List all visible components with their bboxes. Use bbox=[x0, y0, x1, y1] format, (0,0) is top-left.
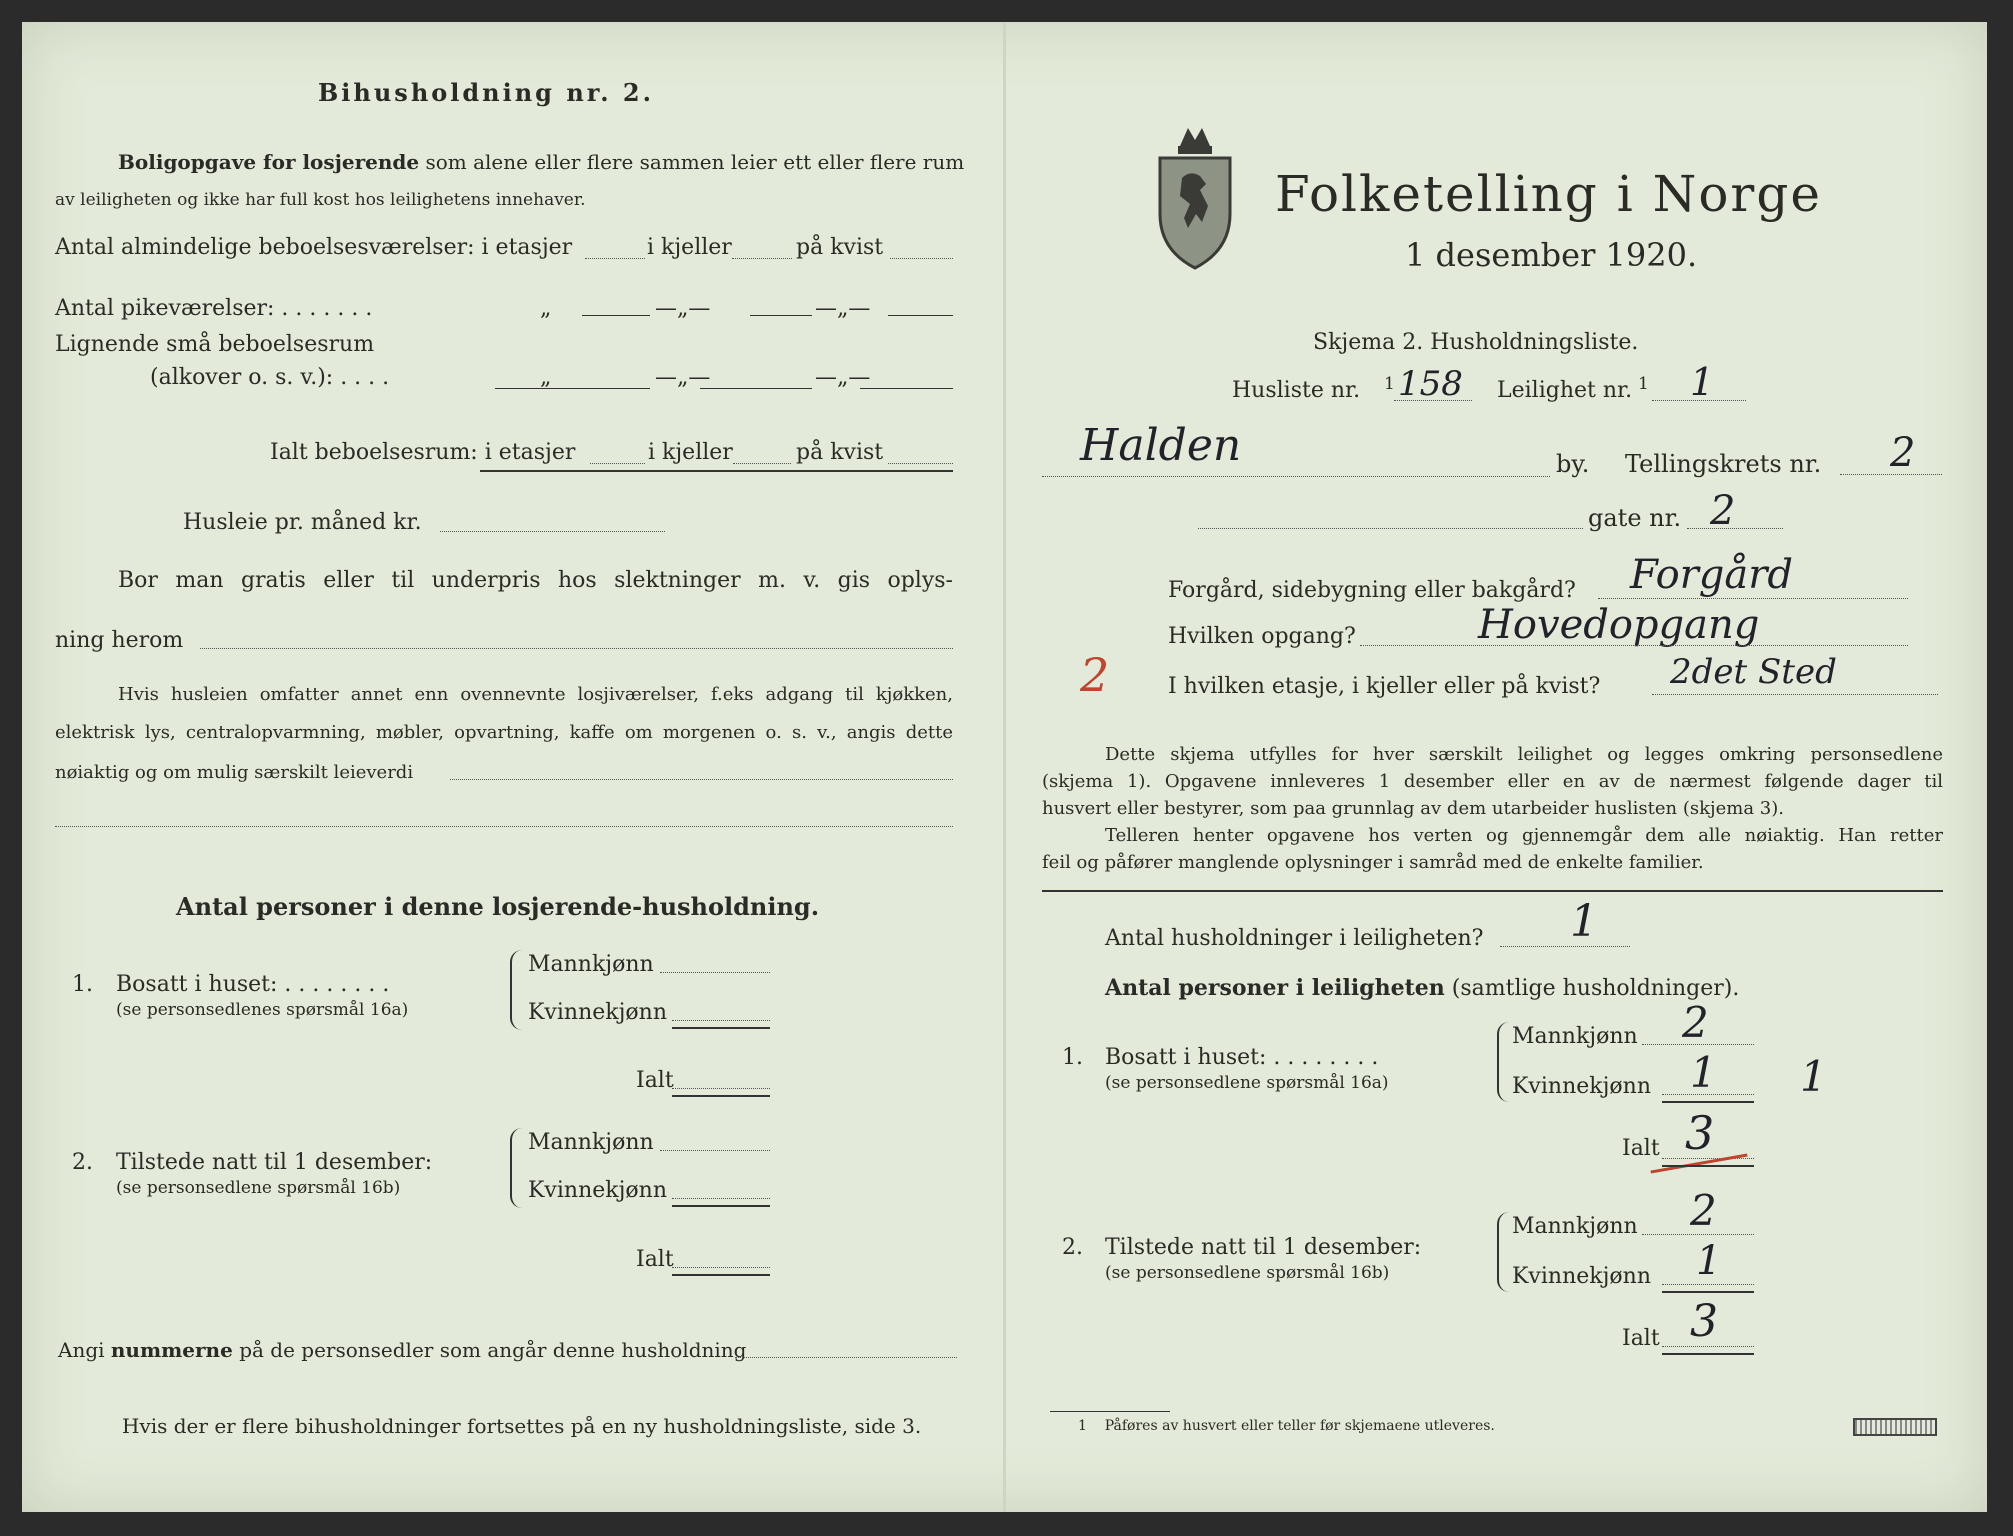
hvis-line-3: nøiaktig og om mulig særskilt leieverdi bbox=[55, 762, 414, 783]
pike-kjeller-field[interactable] bbox=[750, 315, 812, 316]
right-bosatt-kvinne-extra: 1 bbox=[1800, 1052, 1827, 1101]
right-bosatt-num: 1. bbox=[1062, 1045, 1083, 1070]
left-footer: Hvis der er flere bihusholdninger fortsettes på en ny husholdningsliste, side 3. bbox=[122, 1414, 922, 1438]
ialt-kjeller-label: i kjeller bbox=[648, 440, 733, 465]
right-tilstede-ialt-value[interactable]: 3 bbox=[1690, 1296, 1718, 1347]
right-bosatt-note: (se personsedlene spørsmål 16a) bbox=[1105, 1073, 1389, 1093]
right-tilstede-kvinne-value[interactable]: 1 bbox=[1696, 1238, 1722, 1284]
footnote-rule bbox=[1050, 1411, 1170, 1412]
small-rooms-line-2: (alkover o. s. v.): . . . . bbox=[150, 365, 390, 390]
instr-line-1: Dette skjema utfylles for hver særskilt leilighet og legges omkring personsedlene bbox=[1105, 744, 1943, 765]
right-tilstede-num: 2. bbox=[1062, 1235, 1083, 1260]
left-tilstede-mann-label: Mannkjønn bbox=[528, 1130, 654, 1155]
tellingskrets-label: Tellingskrets nr. bbox=[1625, 450, 1822, 478]
opgang-value[interactable]: Hovedopgang bbox=[1478, 602, 1760, 648]
intro-rest: som alene eller flere sammen leier ett eller flere rum bbox=[425, 150, 965, 174]
right-tilstede-kvinne-label: Kvinnekjønn bbox=[1512, 1264, 1651, 1289]
ialt-rooms-label: Ialt beboelsesrum: i etasjer bbox=[270, 440, 576, 465]
hvis-line-1: Hvis husleien omfatter annet enn ovennevnte losjiværelser, f.eks adgang til kjøkken, bbox=[118, 684, 953, 705]
husholdninger-label: Antal husholdninger i leiligheten? bbox=[1105, 926, 1484, 951]
left-bosatt-brace bbox=[510, 950, 522, 1030]
right-tilstede-brace bbox=[1497, 1212, 1509, 1292]
gate-label: gate nr. bbox=[1588, 504, 1682, 532]
left-bosatt-note: (se personsedlenes spørsmål 16a) bbox=[116, 1000, 409, 1020]
right-tilstede-ialt-field[interactable] bbox=[1662, 1346, 1754, 1347]
instr-line-3: husvert eller bestyrer, som paa grunnlag av dem utarbeider huslisten (skjema 3). bbox=[1042, 798, 1784, 819]
husliste-label: Husliste nr. bbox=[1232, 378, 1361, 403]
left-bosatt-label: Bosatt i huset: . . . . . . . . bbox=[116, 972, 390, 997]
left-bosatt-sum-rule bbox=[672, 1027, 770, 1029]
ialt-kvist-label: på kvist bbox=[796, 440, 884, 465]
intro-bold: Boligopgave for losjerende bbox=[118, 150, 420, 174]
rooms-etasjer-field[interactable] bbox=[585, 258, 645, 259]
right-tilstede-mann-value[interactable]: 2 bbox=[1690, 1186, 1717, 1235]
norway-coat-of-arms-icon bbox=[1150, 118, 1240, 270]
angi-bold: nummerne bbox=[110, 1338, 233, 1362]
husholdninger-field[interactable] bbox=[1500, 946, 1630, 947]
by-label: by. bbox=[1556, 450, 1590, 478]
right-bosatt-label: Bosatt i huset: . . . . . . . . bbox=[1105, 1045, 1379, 1070]
right-persons-heading-bold: Antal personer i leiligheten bbox=[1105, 975, 1445, 1001]
right-bosatt-ialt-field[interactable] bbox=[1662, 1158, 1754, 1159]
left-bosatt-num: 1. bbox=[72, 972, 93, 997]
left-tilstede-ialt-field[interactable] bbox=[672, 1267, 770, 1268]
left-tilstede-kvinne-field[interactable] bbox=[672, 1198, 770, 1199]
right-bosatt-mann-value[interactable]: 2 bbox=[1682, 998, 1709, 1047]
angi-rest: på de personsedler som angår denne husholdning bbox=[239, 1338, 747, 1362]
pike-label: Antal pikeværelser: . . . . . . . bbox=[55, 296, 373, 321]
left-tilstede-note: (se personsedlene spørsmål 16b) bbox=[116, 1178, 401, 1198]
leilighet-value[interactable]: 1 bbox=[1690, 360, 1715, 404]
pike-ditto-2: —„— bbox=[655, 296, 711, 321]
right-bosatt-kvinne-label: Kvinnekjønn bbox=[1512, 1074, 1651, 1099]
tellingskrets-value[interactable]: 2 bbox=[1890, 430, 1916, 476]
hvis-line-2: elektrisk lys, centralopvarmning, møbler, opvartning, kaffe om morgenen o. s. v., angis dette bbox=[55, 722, 953, 743]
rooms-kjeller-label: i kjeller bbox=[647, 235, 732, 260]
footnote-text: Påføres av husvert eller teller før skjemaene utleveres. bbox=[1104, 1418, 1495, 1434]
husliste-value[interactable]: 158 bbox=[1398, 364, 1463, 404]
left-tilstede-sum-rule bbox=[672, 1205, 770, 1207]
gate-field[interactable] bbox=[1687, 528, 1783, 529]
etasje-red-mark: 2 bbox=[1080, 648, 1110, 702]
leilighet-field[interactable] bbox=[1652, 400, 1746, 401]
angi-field[interactable] bbox=[735, 1357, 957, 1358]
small-ditto-1: „ bbox=[540, 365, 552, 390]
left-title: Bihusholdning nr. 2. bbox=[318, 78, 654, 107]
forgaard-field[interactable] bbox=[1598, 598, 1908, 599]
right-tilstede-kvinne-field[interactable] bbox=[1662, 1284, 1754, 1285]
right-bosatt-mann-label: Mannkjønn bbox=[1512, 1024, 1638, 1049]
right-bosatt-kvinne-field[interactable] bbox=[1662, 1094, 1754, 1095]
rooms-kvist-label: på kvist bbox=[796, 235, 884, 260]
small-kvist-field[interactable] bbox=[860, 388, 953, 389]
leieverdi-field[interactable] bbox=[450, 779, 953, 780]
right-tilstede-ialt-label: Ialt bbox=[1622, 1326, 1660, 1351]
gate-value[interactable]: 2 bbox=[1710, 488, 1736, 534]
right-bosatt-brace bbox=[1497, 1022, 1509, 1102]
husholdninger-value[interactable]: 1 bbox=[1570, 896, 1598, 947]
left-bosatt-mann-label: Mannkjønn bbox=[528, 952, 654, 977]
instr-line-5: feil og påfører manglende oplysninger i samråd med de enkelte familier. bbox=[1042, 852, 1704, 873]
left-tilstede-mann-field[interactable] bbox=[660, 1150, 770, 1151]
left-tilstede-kvinne-label: Kvinnekjønn bbox=[528, 1178, 667, 1203]
right-bosatt-ialt-rule bbox=[1662, 1165, 1754, 1167]
right-bosatt-kvinne-value[interactable]: 1 bbox=[1690, 1048, 1717, 1097]
city-field[interactable] bbox=[1042, 476, 1550, 477]
rooms-kvist-field[interactable] bbox=[890, 258, 953, 259]
husleie-label: Husleie pr. måned kr. bbox=[183, 510, 422, 535]
right-date: 1 desember 1920. bbox=[1405, 236, 1698, 274]
ialt-kjeller-field[interactable] bbox=[733, 463, 791, 464]
right-bosatt-ialt-label: Ialt bbox=[1622, 1136, 1660, 1161]
left-tilstede-ialt-label: Ialt bbox=[636, 1247, 674, 1272]
skjema-label: Skjema 2. Husholdningsliste. bbox=[1313, 330, 1639, 355]
etasje-field[interactable] bbox=[1652, 694, 1938, 695]
rooms-kjeller-field[interactable] bbox=[732, 258, 792, 259]
instr-line-2: (skjema 1). Opgavene innleveres 1 desember eller en av de nærmest følgende dager til bbox=[1042, 771, 1943, 792]
instr-rule bbox=[1042, 890, 1943, 892]
ialt-etasjer-field[interactable] bbox=[590, 463, 645, 464]
opgang-field[interactable] bbox=[1360, 645, 1908, 646]
leilighet-label: Leilighet nr. bbox=[1497, 378, 1633, 403]
footnote bbox=[1078, 1418, 1495, 1434]
left-tilstede-label: Tilstede natt til 1 desember: bbox=[116, 1150, 433, 1175]
ialt-kvist-field[interactable] bbox=[888, 463, 953, 464]
gratis-line-1: Bor man gratis eller til underpris hos slektninger m. v. gis oplys- bbox=[118, 568, 953, 593]
left-bosatt-ialt-field[interactable] bbox=[672, 1088, 770, 1089]
left-bosatt-ialt-label: Ialt bbox=[636, 1068, 674, 1093]
right-tilstede-mann-field[interactable] bbox=[1642, 1234, 1754, 1235]
instr-line-4: Telleren henter opgavene hos verten og gjennemgår dem alle nøiaktig. Han retter bbox=[1105, 825, 1943, 846]
page-fold bbox=[1003, 22, 1006, 1512]
husliste-footnote-mark: 1 bbox=[1384, 374, 1395, 394]
intro-line-2: av leiligheten og ikke har full kost hos leilighetens innehaver. bbox=[55, 190, 586, 210]
small-etasjer-field[interactable] bbox=[495, 388, 650, 389]
etasje-label: I hvilken etasje, i kjeller eller på kvist? bbox=[1168, 674, 1601, 699]
intro-line-1 bbox=[118, 150, 964, 174]
right-persons-heading-rest: (samtlige husholdninger). bbox=[1451, 976, 1740, 1001]
footnote-mark: 1 bbox=[1078, 1418, 1087, 1434]
small-ditto-3: —„— bbox=[815, 365, 871, 390]
small-kjeller-field[interactable] bbox=[700, 388, 812, 389]
pike-ditto-3: —„— bbox=[815, 296, 871, 321]
forgaard-label: Forgård, sidebygning eller bakgård? bbox=[1168, 578, 1576, 603]
husleie-field[interactable] bbox=[440, 531, 665, 532]
leieverdi-field-2[interactable] bbox=[55, 826, 953, 827]
forgaard-value[interactable]: Forgård bbox=[1630, 552, 1793, 598]
left-tilstede-brace bbox=[510, 1128, 522, 1208]
gratis-field[interactable] bbox=[200, 648, 953, 649]
pike-kvist-field[interactable] bbox=[888, 315, 953, 316]
small-rooms-line-1: Lignende små beboelsesrum bbox=[55, 332, 375, 357]
gratis-line-2: ning herom bbox=[55, 628, 184, 653]
right-tilstede-ialt-rule bbox=[1662, 1353, 1754, 1355]
city-value[interactable]: Halden bbox=[1080, 420, 1242, 471]
rooms-label: Antal almindelige beboelsesværelser: i etasjer bbox=[55, 235, 573, 260]
left-bosatt-ialt-rule bbox=[672, 1095, 770, 1097]
husliste-field[interactable] bbox=[1394, 400, 1472, 401]
right-tilstede-mann-label: Mannkjønn bbox=[1512, 1214, 1638, 1239]
right-persons-heading bbox=[1105, 975, 1739, 1001]
right-bosatt-ialt-value[interactable]: 3 bbox=[1685, 1106, 1715, 1160]
small-ditto-2: —„— bbox=[655, 365, 711, 390]
left-persons-heading: Antal personer i denne losjerende-husholdning. bbox=[176, 892, 820, 921]
right-tilstede-sum-rule bbox=[1662, 1291, 1754, 1293]
ialt-underline bbox=[480, 470, 953, 472]
right-title: Folketelling i Norge bbox=[1275, 165, 1822, 223]
right-bosatt-sum-rule bbox=[1662, 1101, 1754, 1103]
angi-line bbox=[58, 1338, 746, 1362]
right-bosatt-mann-field[interactable] bbox=[1642, 1044, 1754, 1045]
angi-pre: Angi bbox=[58, 1338, 105, 1362]
left-bosatt-kvinne-label: Kvinnekjønn bbox=[528, 1000, 667, 1025]
left-tilstede-ialt-rule bbox=[672, 1274, 770, 1276]
right-tilstede-label: Tilstede natt til 1 desember: bbox=[1105, 1235, 1422, 1260]
printer-mark-icon bbox=[1853, 1418, 1937, 1436]
gate-name-field[interactable] bbox=[1198, 528, 1583, 529]
opgang-label: Hvilken opgang? bbox=[1168, 624, 1356, 649]
left-bosatt-kvinne-field[interactable] bbox=[672, 1020, 770, 1021]
pike-etasjer-field[interactable] bbox=[582, 315, 650, 316]
left-bosatt-mann-field[interactable] bbox=[660, 972, 770, 973]
left-tilstede-num: 2. bbox=[72, 1150, 93, 1175]
etasje-value[interactable]: 2det Sted bbox=[1670, 652, 1837, 692]
leilighet-footnote-mark: 1 bbox=[1638, 374, 1649, 394]
right-tilstede-note: (se personsedlene spørsmål 16b) bbox=[1105, 1263, 1390, 1283]
pike-ditto-1: „ bbox=[540, 296, 552, 321]
tellingskrets-field[interactable] bbox=[1840, 474, 1942, 475]
